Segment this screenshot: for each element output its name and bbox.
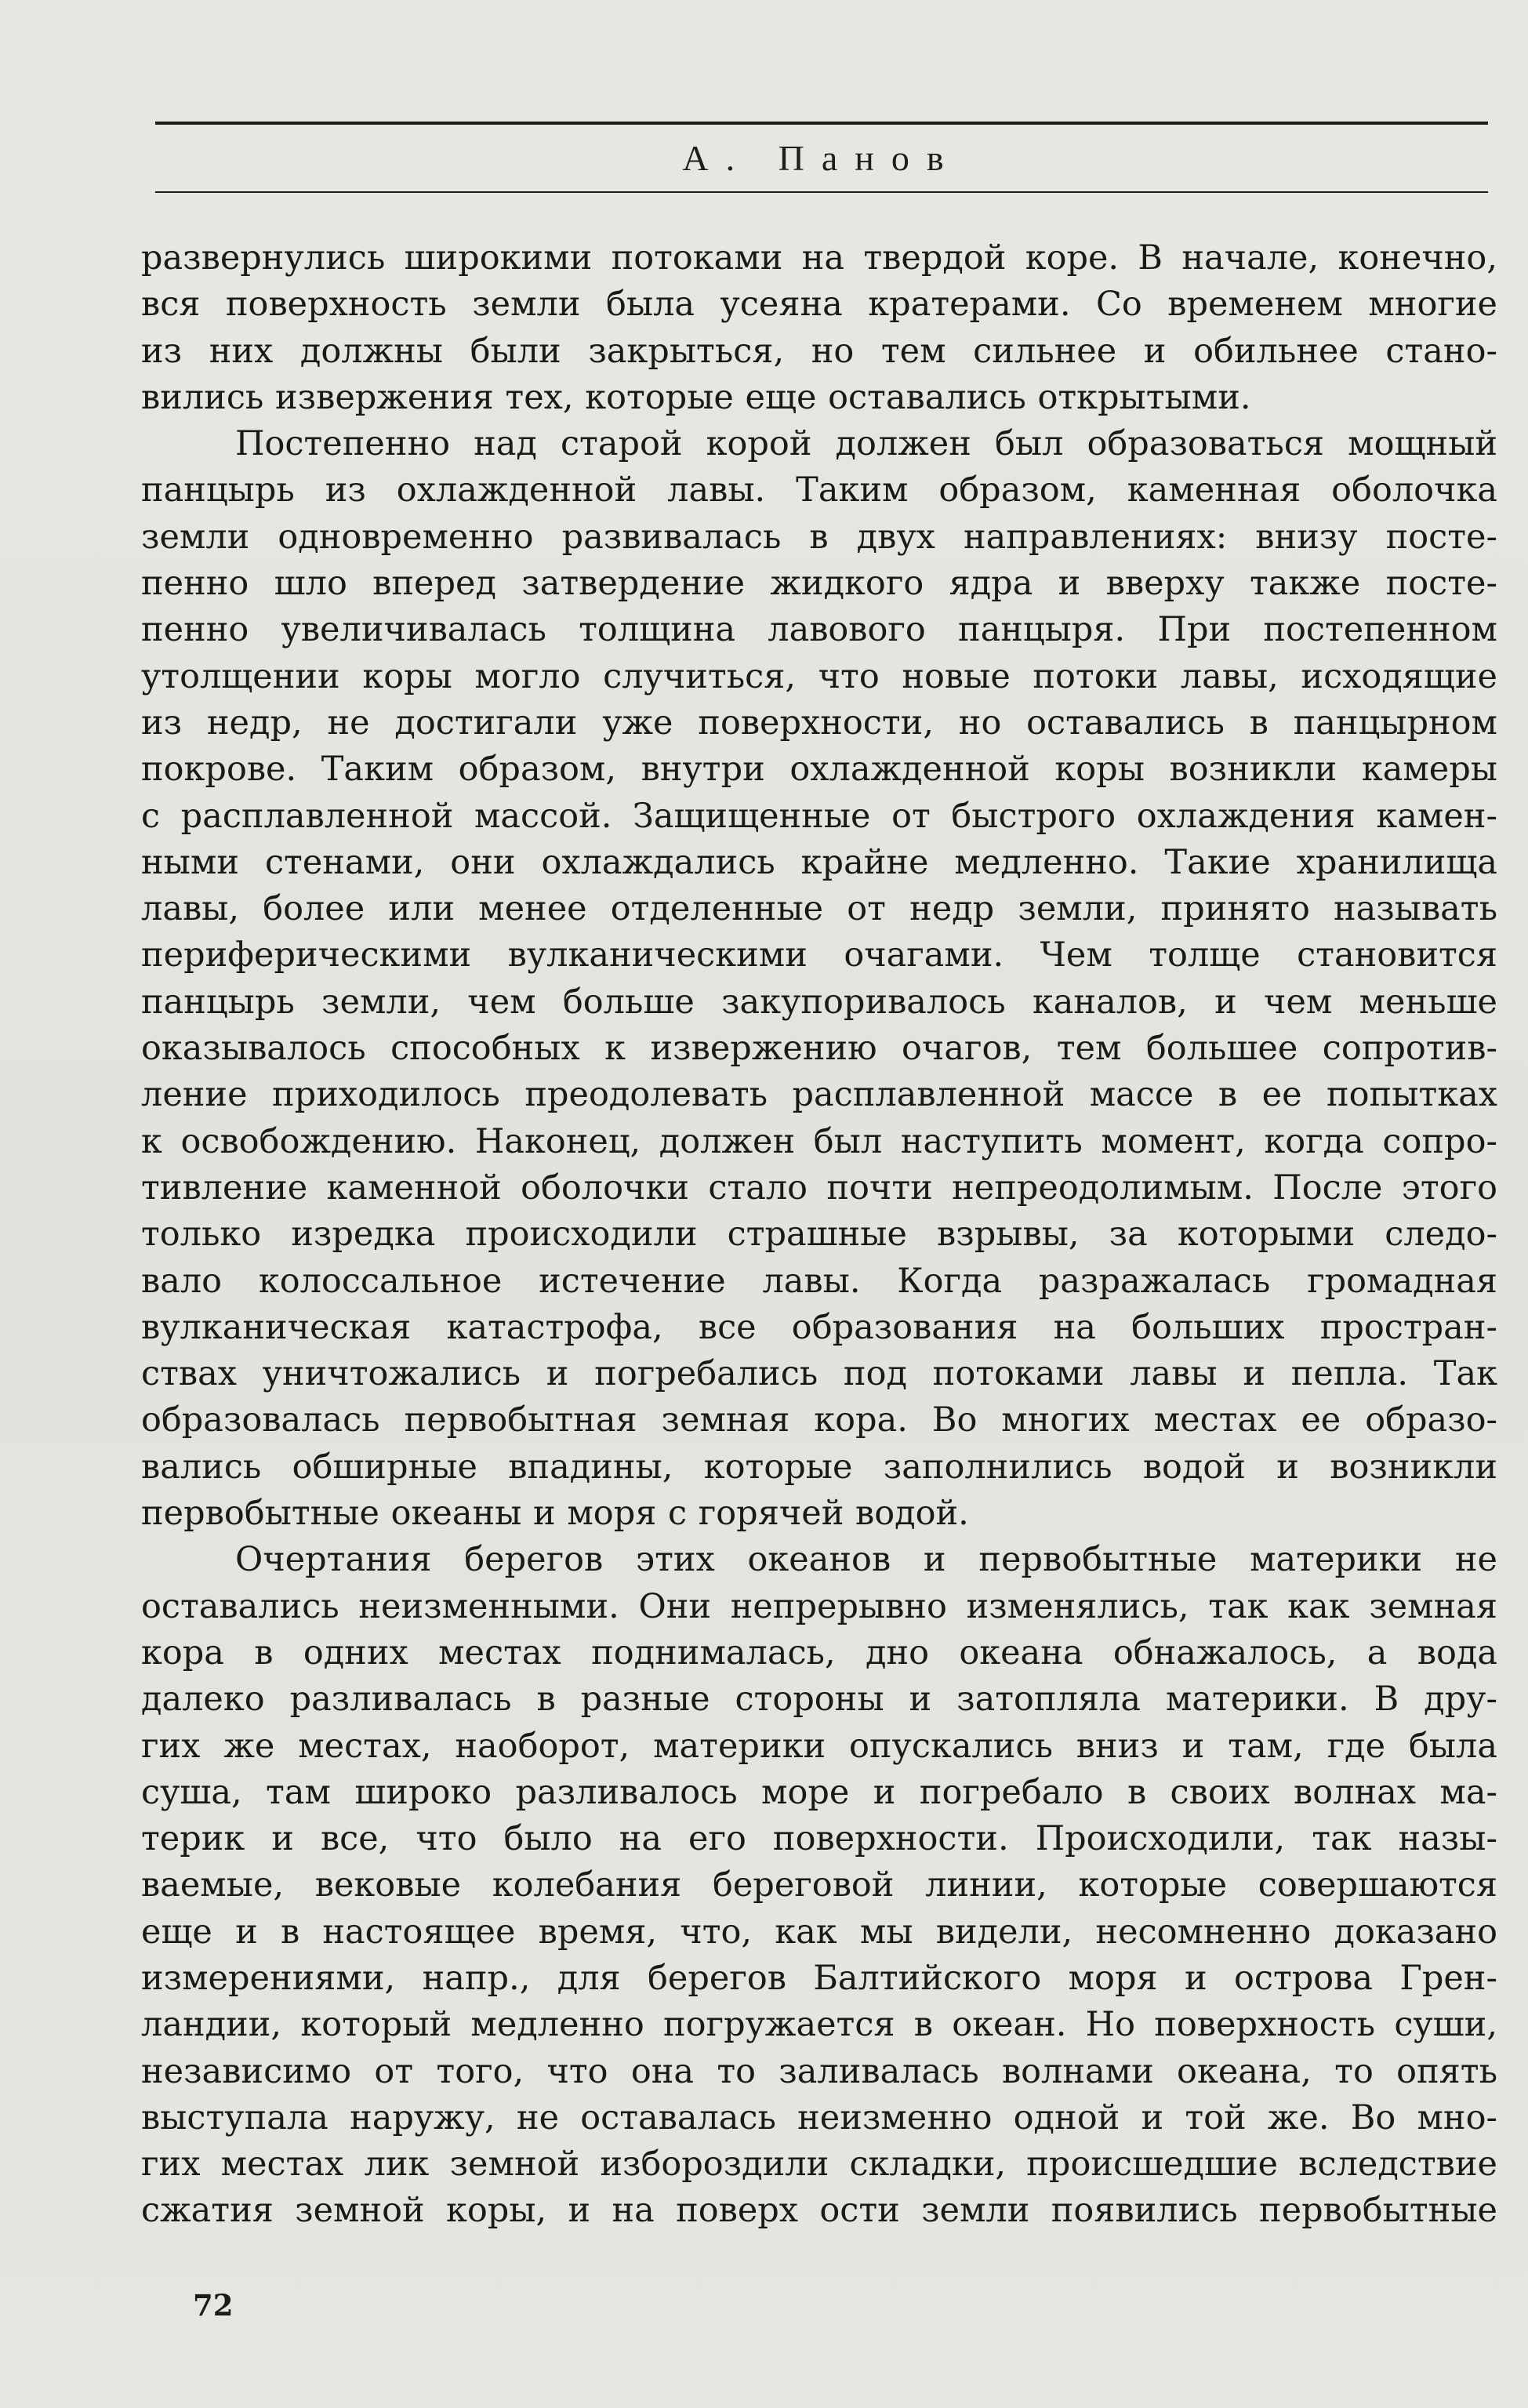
header-rule-top xyxy=(155,122,1488,125)
text-line: выступала наружу, не оставалась неизменно одной и той же. Во мно- xyxy=(141,2097,1497,2137)
text-line: земли одновременно развивалась в двух направлениях: внизу посте- xyxy=(141,517,1497,557)
text-line: ствах уничтожались и погребались под потоками лавы и пепла. Так xyxy=(141,1354,1497,1394)
text-line: первобытные океаны и моря с горячей водой. xyxy=(141,1494,969,1534)
text-line: с расплавленной массой. Защищенные от быстрого охлаждения камен- xyxy=(141,796,1497,836)
text-line: из недр, не достигали уже поверхности, но оставались в панцырном xyxy=(141,703,1497,743)
text-line: тивление каменной оболочки стало почти непреодолимым. После этого xyxy=(141,1168,1497,1208)
page-number: 72 xyxy=(193,2288,234,2323)
text-line: терик и все, что было на его поверхности. Происходили, так назы- xyxy=(141,1819,1497,1859)
text-line: вались обширные впадины, которые заполнились водой и возникли xyxy=(141,1447,1497,1487)
text-line: покрове. Таким образом, внутри охлажденной коры возникли камеры xyxy=(141,750,1497,790)
text-line: вились извержения тех, которые еще оставались открытыми. xyxy=(141,377,1251,417)
text-line: ваемые, вековые колебания береговой линии, которые совершаются xyxy=(141,1865,1497,1905)
text-line: суша, там широко разливалось море и погребало в своих волнах ма- xyxy=(141,1772,1497,1812)
text-line: из них должны были закрыться, но тем сильнее и обильнее стано- xyxy=(141,331,1497,371)
text-line: вулканическая катастрофа, все образования на больших простран- xyxy=(141,1307,1497,1347)
header-rule-bottom xyxy=(155,191,1488,193)
text-line: гих же местах, наоборот, материки опускались вниз и там, где была xyxy=(141,1726,1497,1766)
text-line: панцырь земли, чем больше закупоривалось каналов, и чем меньше xyxy=(141,982,1497,1022)
text-line: образовалась первобытная земная кора. Во многих местах ее образо- xyxy=(141,1400,1497,1440)
text-line: утолщении коры могло случиться, что новые потоки лавы, исходящие xyxy=(141,656,1497,696)
text-line: ными стенами, они охлаждались крайне медленно. Такие хранилища xyxy=(141,842,1497,882)
text-line: периферическими вулканическими очагами. Чем толще становится xyxy=(141,935,1497,975)
body-text xyxy=(141,235,1497,2235)
text-line: далеко разливалась в разные стороны и затопляла материки. В дру- xyxy=(141,1680,1497,1720)
text-line: Очертания берегов этих океанов и первобытные материки не xyxy=(235,1540,1497,1580)
running-head: А. Панов xyxy=(682,138,961,178)
text-line: вало колоссальное истечение лавы. Когда разражалась громадная xyxy=(141,1261,1497,1301)
text-line: измерениями, напр., для берегов Балтийского моря и острова Грен- xyxy=(141,1958,1497,1998)
text-line: к освобождению. Наконец, должен был наступить момент, когда сопро- xyxy=(141,1121,1497,1161)
text-line: пенно увеличивалась толщина лавового панцыря. При постепенном xyxy=(141,610,1497,650)
text-line: только изредка происходили страшные взрывы, за которыми следо- xyxy=(141,1215,1497,1255)
text-line: вся поверхность земли была усеяна кратерами. Со временем многие xyxy=(141,285,1497,325)
text-line: кора в одних местах поднималась, дно океана обнажалось, а вода xyxy=(141,1633,1497,1673)
text-line: гих местах лик земной избороздили складки, происшедшие вследствие xyxy=(141,2145,1497,2185)
text-line: еще и в настоящее время, что, как мы видели, несомненно доказано xyxy=(141,1912,1497,1952)
text-line: лавы, более или менее отделенные от недр земли, принято называть xyxy=(141,889,1497,929)
text-line: панцырь из охлажденной лавы. Таким образом, каменная оболочка xyxy=(141,470,1497,510)
text-line: сжатия земной коры, и на поверх ости земли появились первобытные xyxy=(141,2191,1497,2231)
text-line: оказывалось способных к извержению очагов, тем большее сопротив- xyxy=(141,1029,1497,1069)
text-line: ление приходилось преодолевать расплавленной массе в ее попытках xyxy=(141,1075,1497,1115)
text-line: ландии, который медленно погружается в океан. Но поверхность суши, xyxy=(141,2005,1497,2045)
text-line: пенно шло вперед затвердение жидкого ядра и вверху также посте- xyxy=(141,564,1497,604)
text-line: Постепенно над старой корой должен был образоваться мощный xyxy=(235,424,1497,464)
text-line: независимо от того, что она то заливалась волнами океана, то опять xyxy=(141,2051,1497,2091)
text-line: оставались неизменными. Они непрерывно изменялись, так как земная xyxy=(141,1586,1497,1626)
text-line: развернулись широкими потоками на твердой коре. В начале, конечно, xyxy=(141,238,1497,278)
